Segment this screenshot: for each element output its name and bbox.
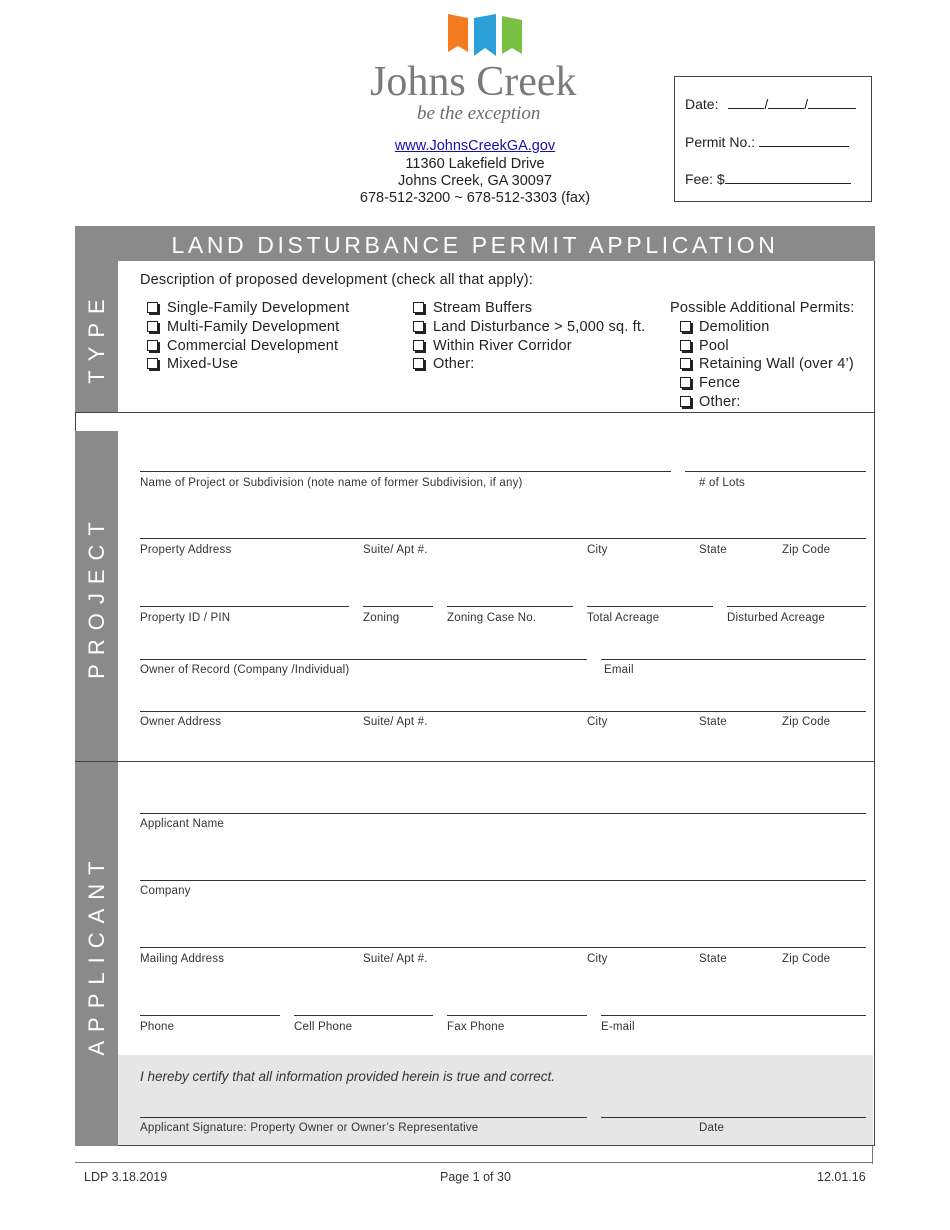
date-year-field[interactable] [808, 95, 856, 109]
applicant-sidebar [75, 762, 118, 1146]
multi-family-checkbox[interactable] [147, 321, 158, 332]
zoning-label: Zoning [363, 612, 400, 624]
project-sidebar [75, 431, 118, 761]
fee-row [685, 170, 851, 187]
applicant-name-field[interactable] [140, 813, 866, 814]
fence-checkbox[interactable] [680, 377, 691, 388]
owner-zip-label: Zip Code [782, 716, 831, 728]
single-family-label: Single-Family Development [167, 300, 350, 316]
signature-field[interactable] [140, 1117, 587, 1118]
additional-other-label: Other: [699, 394, 741, 410]
form-title: LAND DISTURBANCE PERMIT APPLICATION [75, 226, 875, 261]
logo-title: Johns Creek [370, 59, 577, 105]
lots-field[interactable] [685, 471, 866, 472]
footer-page-number: Page 1 of 30 [440, 1170, 511, 1184]
demolition-checkbox[interactable] [680, 321, 691, 332]
owner-suite-label: Suite/ Apt #. [363, 716, 428, 728]
applicant-name-label: Applicant Name [140, 818, 224, 830]
address-line2: Johns Creek, GA 30097 [398, 173, 552, 189]
additional-other-checkbox[interactable] [680, 396, 691, 407]
website-row [330, 138, 620, 154]
owner-label: Owner of Record (Company /Individual) [140, 664, 350, 676]
certification-text: I hereby certify that all information provided herein is true and correct. [140, 1069, 555, 1084]
pool-checkbox[interactable] [680, 340, 691, 351]
mailing-zip-label: Zip Code [782, 953, 831, 965]
property-state-label: State [699, 544, 727, 556]
single-family-checkbox[interactable] [147, 302, 158, 313]
type-other-label: Other: [433, 356, 475, 372]
commercial-label: Commercial Development [167, 338, 339, 354]
permit-field[interactable] [759, 133, 849, 147]
fax-phone-field[interactable] [447, 1015, 587, 1016]
multi-family-label: Multi-Family Development [167, 319, 340, 335]
logo-flags-icon [446, 12, 526, 56]
type-other-checkbox[interactable] [413, 358, 424, 369]
type-sidebar [75, 261, 118, 413]
additional-permits-title: Possible Additional Permits: [670, 300, 855, 316]
cell-phone-label: Cell Phone [294, 1021, 353, 1033]
property-city-label: City [587, 544, 608, 556]
company-label: Company [140, 885, 191, 897]
zoning-case-field[interactable] [447, 606, 573, 607]
river-corridor-checkbox[interactable] [413, 340, 424, 351]
property-address-label: Property Address [140, 544, 232, 556]
project-name-label: Name of Project or Subdivision (note name of former Subdivision, if any) [140, 477, 523, 489]
applicant-section-label: APPLICANT [83, 852, 109, 1056]
fence-label: Fence [699, 375, 741, 391]
owner-email-field[interactable] [601, 659, 866, 660]
phone-label: Phone [140, 1021, 175, 1033]
total-acreage-field[interactable] [587, 606, 713, 607]
footer-form-code: LDP 3.18.2019 [84, 1170, 168, 1184]
company-field[interactable] [140, 880, 866, 881]
footer-tick [872, 1146, 873, 1164]
disturbed-acreage-label: Disturbed Acreage [727, 612, 826, 624]
demolition-label: Demolition [699, 319, 770, 335]
date-label: Date: [685, 96, 719, 112]
type-section-label: TYPE [83, 290, 109, 384]
owner-state-label: State [699, 716, 727, 728]
phone-field[interactable] [140, 1015, 280, 1016]
mixed-use-checkbox[interactable] [147, 358, 158, 369]
property-zip-label: Zip Code [782, 544, 831, 556]
property-address-field[interactable] [140, 538, 866, 539]
fee-field[interactable] [725, 170, 851, 184]
project-divider [75, 761, 875, 762]
mixed-use-label: Mixed-Use [167, 356, 239, 372]
footer-revision-date: 12.01.16 [817, 1170, 866, 1184]
permit-row [685, 133, 849, 150]
date-sep1: / [764, 96, 769, 112]
fee-label: Fee: $ [685, 171, 725, 187]
total-acreage-label: Total Acreage [587, 612, 660, 624]
property-suite-label: Suite/ Apt #. [363, 544, 428, 556]
website-link[interactable]: www.JohnsCreekGA.gov [394, 138, 556, 154]
disturbed-acreage-field[interactable] [727, 606, 866, 607]
owner-field[interactable] [140, 659, 587, 660]
retaining-wall-checkbox[interactable] [680, 358, 691, 369]
date-row [685, 95, 856, 112]
mailing-state-label: State [699, 953, 727, 965]
fax-phone-label: Fax Phone [447, 1021, 505, 1033]
type-description: Description of proposed development (check all that apply): [140, 272, 534, 288]
mailing-address-label: Mailing Address [140, 953, 225, 965]
permit-label: Permit No.: [685, 134, 756, 150]
stream-buffers-label: Stream Buffers [433, 300, 533, 316]
cell-phone-field[interactable] [294, 1015, 433, 1016]
applicant-email-label: E-mail [601, 1021, 635, 1033]
zoning-case-label: Zoning Case No. [447, 612, 537, 624]
stream-buffers-checkbox[interactable] [413, 302, 424, 313]
land-disturbance-label: Land Disturbance > 5,000 sq. ft. [433, 319, 646, 335]
mailing-suite-label: Suite/ Apt #. [363, 953, 428, 965]
commercial-checkbox[interactable] [147, 340, 158, 351]
retaining-wall-label: Retaining Wall (over 4’) [699, 356, 854, 372]
phone-line: 678-512-3200 ~ 678-512-3303 (fax) [359, 190, 591, 206]
type-divider [75, 412, 875, 413]
pool-label: Pool [699, 338, 729, 354]
date-month-field[interactable] [728, 95, 764, 109]
applicant-email-field[interactable] [601, 1015, 866, 1016]
signature-label: Applicant Signature: Property Owner or Owner’s Representative [140, 1122, 479, 1134]
date-day-field[interactable] [768, 95, 804, 109]
lots-label: # of Lots [699, 477, 745, 489]
project-section-label: PROJECT [83, 513, 109, 679]
signature-date-label: Date [699, 1122, 725, 1134]
pin-field[interactable] [140, 606, 349, 607]
river-corridor-label: Within River Corridor [433, 338, 572, 354]
pin-label: Property ID / PIN [140, 612, 231, 624]
date-sep2: / [804, 96, 809, 112]
mailing-address-field[interactable] [140, 947, 866, 948]
owner-address-field[interactable] [140, 711, 866, 712]
land-disturbance-checkbox[interactable] [413, 321, 424, 332]
owner-city-label: City [587, 716, 608, 728]
zoning-field[interactable] [363, 606, 433, 607]
address-line1: 11360 Lakefield Drive [405, 156, 545, 172]
mailing-city-label: City [587, 953, 608, 965]
owner-address-label: Owner Address [140, 716, 222, 728]
logo-tagline: be the exception [417, 103, 541, 124]
owner-email-label: Email [604, 664, 634, 676]
signature-date-field[interactable] [601, 1117, 866, 1118]
footer-rule [75, 1162, 873, 1163]
office-use-box [674, 76, 872, 202]
project-name-field[interactable] [140, 471, 671, 472]
